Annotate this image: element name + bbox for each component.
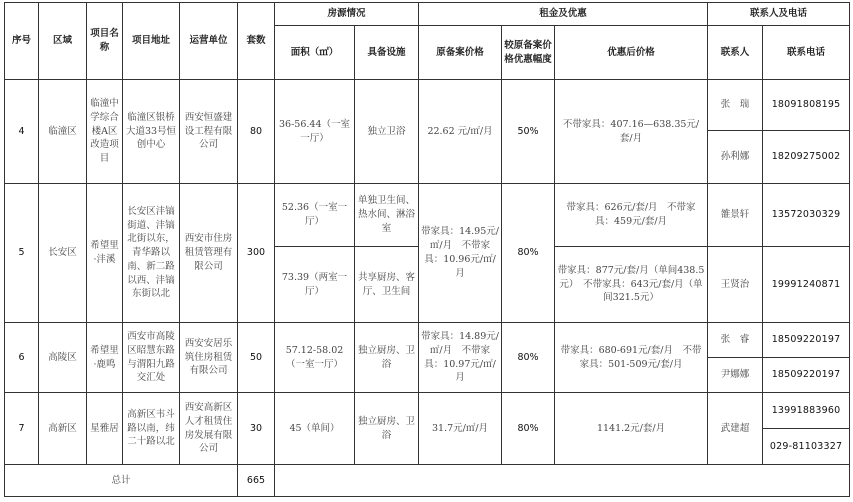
contact-phone: 18509220197 [763, 358, 850, 393]
row-discount: 80% [502, 184, 555, 323]
row-units: 30 [238, 393, 275, 465]
row-district: 临潼区 [39, 80, 87, 184]
row-area: 52.36（一室一厅） [275, 184, 355, 247]
row-operator: 西安安居乐筑住房租赁有限公司 [180, 323, 238, 393]
header-contact: 联系人及电话 [708, 3, 850, 26]
row-final-price: 1141.2元/套/月 [555, 393, 708, 465]
header-person: 联系人 [708, 26, 763, 80]
contact-phone: 13991883960 [763, 393, 850, 429]
header-area: 面积（㎡） [275, 26, 355, 80]
header-facilities: 具备设施 [355, 26, 419, 80]
row-project: 希望里·鹿鸣 [87, 323, 123, 393]
row-facilities: 单独卫生间、热水间、淋浴室 [355, 184, 419, 247]
row-area: 36-56.44（一室一厅） [275, 80, 355, 184]
row-address: 西安市高陵区昭慧东路与渭阳九路交汇处 [123, 323, 180, 393]
row-district: 高陵区 [39, 323, 87, 393]
row-facilities: 独立厨房、卫浴 [355, 323, 419, 393]
row-final-price: 不带家具：407.16—638.35元/套/月 [555, 80, 708, 184]
header-project: 项目名称 [87, 3, 123, 80]
housing-table [4, 2, 850, 497]
header-final-price: 优惠后价格 [555, 26, 708, 80]
row-no: 7 [5, 393, 39, 465]
total-empty-cell [275, 465, 850, 497]
row-units: 80 [238, 80, 275, 184]
contact-name: 雒景轩 [708, 184, 763, 247]
table-row [5, 184, 850, 247]
row-orig-price: 22.62 元/㎡/月 [419, 80, 502, 184]
row-address: 高新区韦斗路以南，纬二十路以北 [123, 393, 180, 465]
header-rent: 租金及优惠 [419, 3, 708, 26]
contact-phone: 19991240871 [763, 247, 850, 323]
row-discount: 80% [502, 323, 555, 393]
row-discount: 80% [502, 393, 555, 465]
row-final-price: 带家具：877元/套/月（单间438.5元） 不带家具：643元/套/月（单间321.5元） [555, 247, 708, 323]
row-discount: 50% [502, 80, 555, 184]
row-area: 73.39（两室一厅） [275, 247, 355, 323]
header-no: 序号 [5, 3, 39, 80]
contact-name: 张 瑞 [708, 80, 763, 131]
row-units: 50 [238, 323, 275, 393]
row-units: 300 [238, 184, 275, 323]
contact-phone: 18209275002 [763, 131, 850, 184]
header-district: 区域 [39, 3, 87, 80]
header-row-1 [5, 3, 850, 26]
row-project: 临潼中学综合楼A区改造项目 [87, 80, 123, 184]
row-project: 希望里·沣溪 [87, 184, 123, 323]
total-units: 665 [238, 465, 275, 497]
row-operator: 西安市住房租赁管理有限公司 [180, 184, 238, 323]
table-row [5, 393, 850, 429]
contact-phone: 18091808195 [763, 80, 850, 131]
header-orig-price: 原备案价格 [419, 26, 502, 80]
header-units: 套数 [238, 3, 275, 80]
total-label: 总计 [5, 465, 238, 497]
row-orig-price: 31.7元/㎡/月 [419, 393, 502, 465]
row-address: 临潼区银桥大道33号恒创中心 [123, 80, 180, 184]
contact-name: 武建超 [708, 393, 763, 465]
row-operator: 西安恒盛建设工程有限公司 [180, 80, 238, 184]
row-operator: 西安高新区人才租赁住房发展有限公司 [180, 393, 238, 465]
row-district: 长安区 [39, 184, 87, 323]
row-facilities: 独立卫浴 [355, 80, 419, 184]
total-row [5, 465, 850, 497]
header-operator: 运营单位 [180, 3, 238, 80]
row-facilities: 共享厨房、客厅、卫生间 [355, 247, 419, 323]
row-no: 5 [5, 184, 39, 323]
header-address: 项目地址 [123, 3, 180, 80]
table-row [5, 80, 850, 131]
header-phone: 联系电话 [763, 26, 850, 80]
row-final-price: 带家具：626元/套/月 不带家具：459元/套/月 [555, 184, 708, 247]
contact-phone: 029-81103327 [763, 429, 850, 465]
row-orig-price: 带家具：14.89元/㎡/月 不带家具：10.97元/㎡/月 [419, 323, 502, 393]
contact-name: 张 睿 [708, 323, 763, 358]
row-area: 45（单间） [275, 393, 355, 465]
row-project: 星雅居 [87, 393, 123, 465]
row-no: 4 [5, 80, 39, 184]
row-area: 57.12-58.02（一室一厅） [275, 323, 355, 393]
row-orig-price: 带家具：14.95元/㎡/月 不带家具：10.96元/㎡/月 [419, 184, 502, 323]
header-discount-rate: 较原备案价格优惠幅度 [502, 26, 555, 80]
contact-name: 尹娜娜 [708, 358, 763, 393]
contact-name: 孙利娜 [708, 131, 763, 184]
row-final-price: 带家具：680-691元/套/月 不带家具：501-509元/套/月 [555, 323, 708, 393]
table-row [5, 323, 850, 358]
row-no: 6 [5, 323, 39, 393]
row-facilities: 独立厨房、卫浴 [355, 393, 419, 465]
contact-phone: 18509220197 [763, 323, 850, 358]
contact-name: 王贤治 [708, 247, 763, 323]
header-housing: 房源情况 [275, 3, 419, 26]
row-district: 高新区 [39, 393, 87, 465]
contact-phone: 13572030329 [763, 184, 850, 247]
row-address: 长安区沣镐街道、沣镐北街以东，青华路以南、新二路以西、沣镐东街以北 [123, 184, 180, 323]
